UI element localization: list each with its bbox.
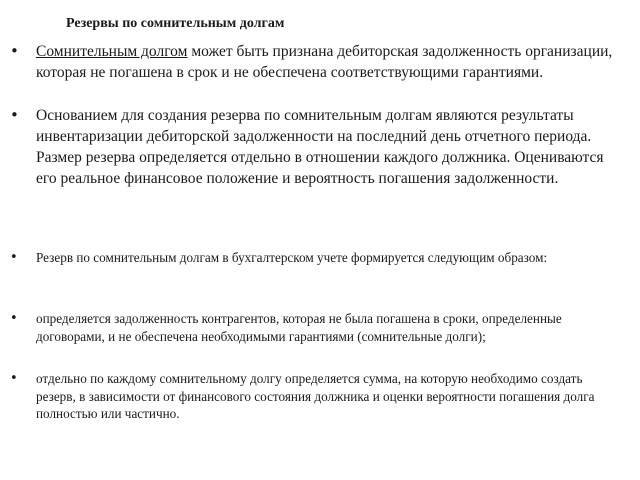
bullet-term: Сомнительным долгом [36, 43, 188, 60]
bullet-item [10, 41, 622, 83]
bullet-text: Основанием для создания резерва по сомнительным долгам являются результаты инвентаризации дебиторской задолженности на последний день отчетного периода. Размер резерва определяется отдельно в отношении каждого должника. Оцениваются его реальное финансовое положение и вероятность погашения задолженности. [36, 107, 604, 187]
bullet-icon: • [10, 371, 18, 386]
slide-title: Резервы по сомнительным долгам [66, 16, 285, 31]
bullet-text [36, 41, 622, 83]
bullet-icon: • [10, 311, 18, 326]
bullet-icon: • [10, 250, 18, 265]
bullet-text: определяется задолженность контрагентов, которая не была погашена в сроки, определенные договорами, и не обеспечена необходимыми гарантиями (сомнительные долги); [36, 311, 562, 344]
bullet-text: отдельно по каждому сомнительному долгу определяется сумма, на которую необходимо создать резерв, в зависимости от финансового состояния должника и оценки вероятности погашения долга полностью или частично. [36, 371, 595, 421]
bullet-icon: • [10, 42, 19, 60]
bullet-item [10, 310, 622, 345]
bullet-item [10, 249, 622, 267]
bullet-text: Резерв по сомнительным долгам в бухгалтерском учете формируется следующим образом: [36, 250, 548, 265]
bullet-text-rest: может быть признана дебиторская задолженность организации, которая не погашена в срок и не обеспечена соответствующими гарантиями. [36, 43, 613, 81]
bullet-item [10, 105, 622, 189]
bullet-icon: • [10, 106, 19, 124]
bullet-item [10, 370, 622, 423]
